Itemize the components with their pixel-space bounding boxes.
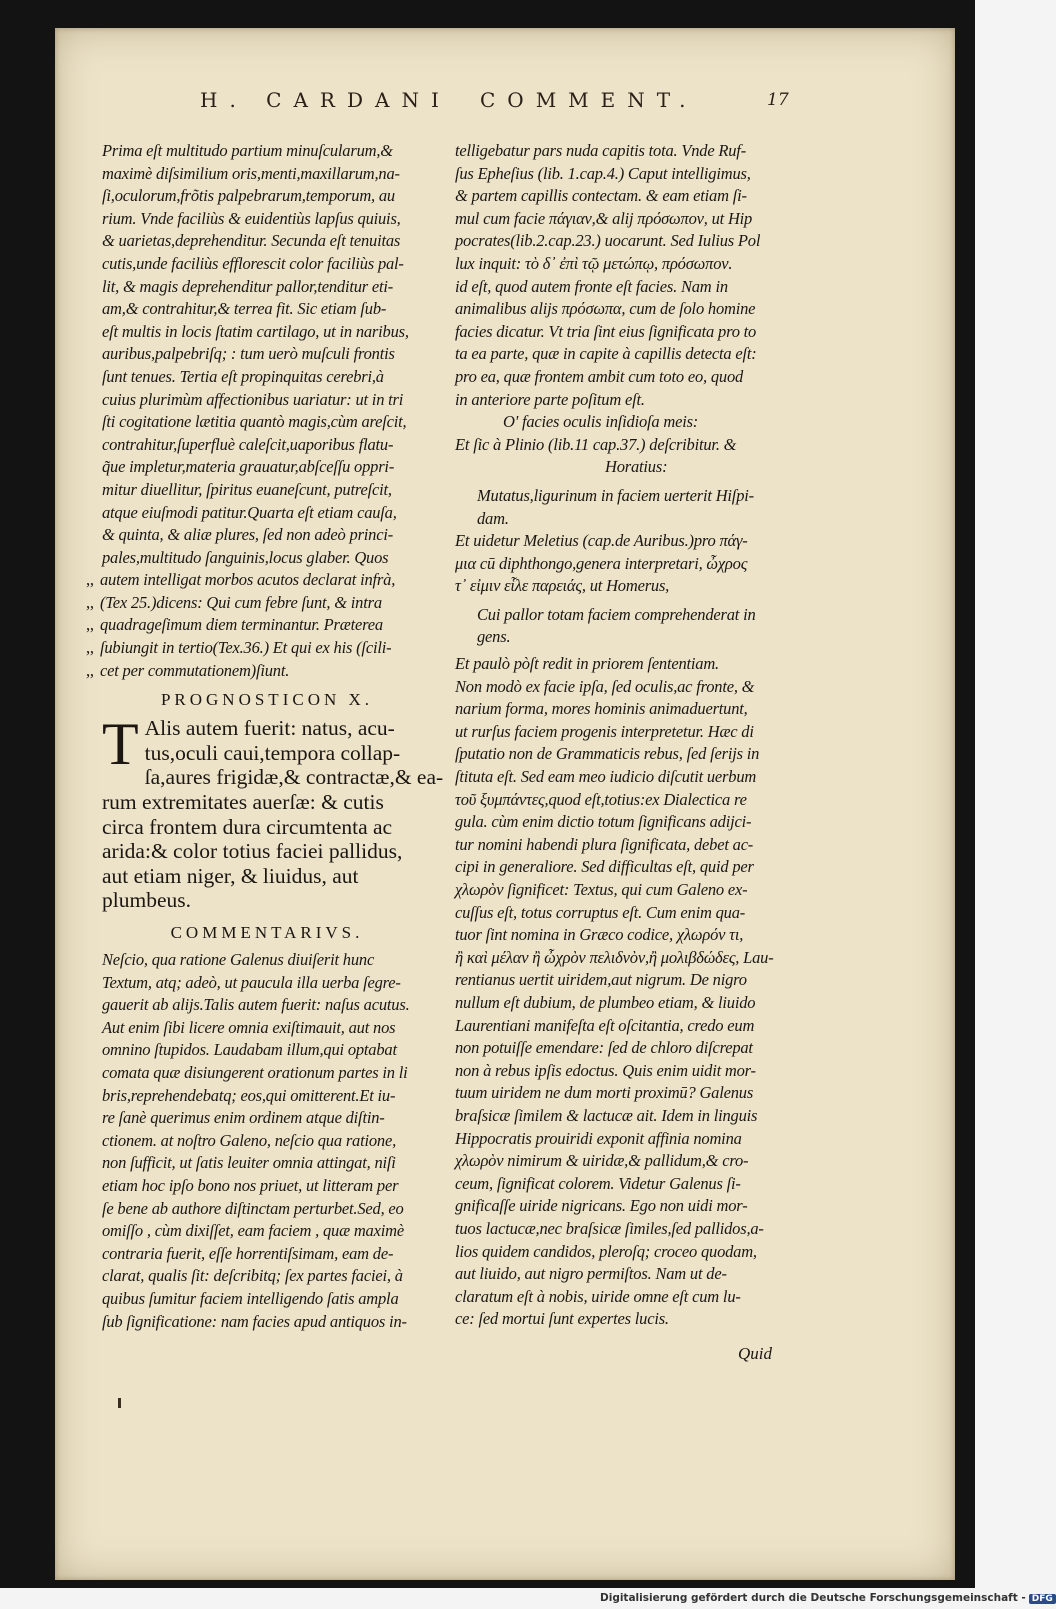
marked-line xyxy=(86,569,432,592)
right-text-c xyxy=(455,530,790,598)
marked-quotation xyxy=(86,569,432,682)
text-line: clarat, qualis ſit: deſcribitq; ſex partes faciei, à xyxy=(102,1266,403,1286)
quotation-mark: ,, xyxy=(86,638,94,658)
text-line: cutis,unde faciliùs efflorescit color faciliùs pal- xyxy=(102,253,404,273)
text-line: maximè diſsimilium oris,menti,maxillarum,na- xyxy=(102,163,400,183)
text-line: χλωρὸν nimirum & uiridæ,& pallidum,& cro- xyxy=(455,1151,749,1171)
text-line: rentianus uertit uiridem,aut nigrum. De nigro xyxy=(455,970,747,990)
text-line: Et ſic à Plinio (lib.11 cap.37.) deſcribitur. & xyxy=(455,434,737,454)
marked-line-text: (Tex 25.)dicens: Qui cum febre ſunt, & intra xyxy=(100,592,382,612)
text-line: am,& contrahitur,& terrea fit. Sic etiam ſub- xyxy=(102,299,387,319)
text-line: facies dicatur. Vt tria ſint eius ſignificata pro to xyxy=(455,321,757,341)
quotation-mark: ,, xyxy=(86,570,94,590)
text-line: gauerit ab alijs.Talis autem fuerit: naſus acutus. xyxy=(102,995,410,1015)
text-line: Aut enim ſibi licere omnia exiſtimauit, aut nos xyxy=(102,1017,396,1037)
page-number: 17 xyxy=(767,90,789,110)
text-line: ta ea parte, quæ in capite à capillis detecta eſt: xyxy=(455,344,757,364)
text-line: ſe bene ab authore diſtinctam perturbet.Sed, eo xyxy=(102,1198,404,1218)
marked-line xyxy=(86,592,432,615)
verse-horace xyxy=(455,485,790,530)
text-line: dam. xyxy=(477,508,509,528)
text-line: non potuiſſe emendare: ſed de chloro diſcrepat xyxy=(455,1038,753,1058)
right-text-d xyxy=(455,653,790,1331)
quotation-mark: ,, xyxy=(86,615,94,635)
digitization-credit xyxy=(600,1592,1056,1604)
text-line: ſputatio non de Grammaticis rebus, ſed ſerijs in xyxy=(455,744,760,764)
drop-cap: T xyxy=(102,711,139,778)
marked-line-text: autem intelligat morbos acutos declarat infrà, xyxy=(100,570,396,590)
text-line: gens. xyxy=(477,627,511,647)
text-line: omnino ſtupidos. Laudabam illum,qui optabat xyxy=(102,1040,397,1060)
text-line: & partem capillis contectam. & eam etiam ſi- xyxy=(455,186,747,206)
text-line: nullum eſt dubium, de plumbeo etiam, & liuido xyxy=(455,992,756,1012)
text-line: Alis autem fuerit: natus, acu- xyxy=(144,716,395,741)
text-line: aut etiam niger, & liuidus, aut xyxy=(102,863,359,888)
text-line: pocrates(lib.2.cap.23.) uocarunt. Sed Iulius Pol xyxy=(455,231,761,251)
text-line: telligebatur pars nuda capitis tota. Vnde Ruf- xyxy=(455,141,746,160)
text-line: ſub ſignificatione: nam facies apud antiquos in- xyxy=(102,1311,407,1331)
prognosticon-heading: PROGNOSTICON X. xyxy=(160,690,374,710)
text-line: ſtituta eſt. Sed eam meo iudicio diſcutit uerbum xyxy=(455,767,757,787)
credit-text: Digitalisierung gefördert durch die Deutsche Forschungsgemeinschaft - xyxy=(600,1592,1026,1604)
text-line: cipi in generaliore. Sed difficultas eſt, quid per xyxy=(455,857,754,877)
text-line: ſunt tenues. Tertia eſt propinquitas cerebri,à xyxy=(102,366,384,386)
text-line: tus,oculi caui,tempora collap- xyxy=(144,740,401,765)
text-line: mitur diuellitur, ſpiritus euaneſcunt, putreſcit, xyxy=(102,479,392,499)
text-line: Et paulò pòſt redit in priorem ſententiam. xyxy=(455,654,719,674)
text-line: rum extremitates auerſæ: & cutis xyxy=(102,790,384,815)
text-line: ceum, ſignificat colorem. Videtur Galenus ſi- xyxy=(455,1173,741,1193)
marked-line-text: quadrageſimum diem terminantur. Præterea xyxy=(100,615,383,635)
text-line: bris,reprehendebatq; eos,qui omitterent.Et iu- xyxy=(102,1085,396,1105)
marked-line-text: cet per commutationem)ſiunt. xyxy=(100,660,290,680)
verse-homer xyxy=(455,604,790,649)
commentary-text xyxy=(102,949,432,1333)
text-line: pro ea, quæ frontem ambit cum toto eo, quod xyxy=(455,366,744,386)
text-line: Laurentiani manifeſta eſt oſcitantia, credo eum xyxy=(455,1015,755,1035)
text-line: tuos lactucæ,nec braſsicæ ſimiles,ſed pallidos,a- xyxy=(455,1218,764,1238)
right-text-b xyxy=(455,434,790,457)
text-line: τοῦ ξυμπάντες,quod eſt,totius:ex Dialectica re xyxy=(455,789,747,809)
marked-line xyxy=(86,637,432,660)
text-line: narium forma, mores hominis animaduertunt, xyxy=(455,699,748,719)
aphorism-block xyxy=(102,711,444,913)
text-line: Cui pallor totam faciem comprehenderat in xyxy=(477,604,756,624)
text-line: ἢ καὶ μέλαν ἢ ὦχρὸν πελιδνὸν,ἢ μολιβδώδες, Lau- xyxy=(455,947,774,967)
running-header xyxy=(55,88,955,128)
text-line: lios quidem candidos, pleroſq; croceo quodam, xyxy=(455,1241,757,1261)
text-line: Neſcio, qua ratione Galenus diuiſerit hunc xyxy=(102,950,375,969)
text-line: gnificaſſe uiride nigricans. Ego non uidi mor- xyxy=(455,1196,748,1216)
text-line: Hippocratis prouiridi exponit affinia nomina xyxy=(455,1128,742,1148)
text-line: rium. Vnde faciliùs & euidentiùs lapſus quiuis, xyxy=(102,208,401,228)
text-line: & uarietas,deprehenditur. Secunda eſt tenuitas xyxy=(102,231,401,251)
left-column-text xyxy=(102,140,432,569)
text-line: mul cum facie πάγιαν,& alij πρόσωπον, ut Hip xyxy=(455,208,753,228)
header-right: COMMENT. xyxy=(480,88,698,112)
horatius-label: Horatius: xyxy=(605,457,668,477)
text-line: ſus Epheſius (lib. 1.cap.4.) Caput intelligimus, xyxy=(455,163,751,183)
text-line: quibus ſumitur faciem intelligendo ſatis ampla xyxy=(102,1288,399,1308)
text-line: atque eiuſmodi patitur.Quarta eſt etiam cauſa, xyxy=(102,502,397,522)
left-column xyxy=(86,140,444,1333)
text-line: Textum, atq; adeò, ut paucula illa uerba ſegre- xyxy=(102,972,401,992)
text-line: ut rurſus faciem progenis interpretetur. Hæc di xyxy=(455,721,754,741)
text-line: χλωρὸν ſignificet: Textus, qui cum Galeno ex- xyxy=(455,880,748,899)
text-line: etiam hoc ipſo bono nos priuet, ut litteram per xyxy=(102,1175,399,1195)
text-line: non ſufficit, ut ſatis leuiter omnia attingat, niſi xyxy=(102,1153,396,1173)
text-line: in anteriore parte poſitum eſt. xyxy=(455,389,645,409)
text-line: Non modò ex facie ipſa, ſed oculis,ac fronte, & xyxy=(455,676,755,696)
quotation-mark: ,, xyxy=(86,660,94,680)
text-line: pales,multitudo ſanguinis,locus glaber. Quos xyxy=(102,547,389,567)
text-line: tuum uiridem ne dum morti proximū? Galenus xyxy=(455,1083,754,1103)
marked-line xyxy=(86,614,432,637)
verse-ovid: O' facies oculis inſidioſa meis: xyxy=(503,412,699,432)
text-line: auribus,palpebriſq; : tum uerò muſculi frontis xyxy=(102,344,395,364)
text-line: eſt multis in locis ſtatim cartilago, ut in naribus, xyxy=(102,321,409,341)
text-line: & quinta, & aliæ plures, ſed non adeò princi- xyxy=(102,525,394,545)
text-line: lux inquit: τὸ δ᾽ ἐπὶ τῷ μετώπῳ, πρόσωπον. xyxy=(455,253,733,273)
text-line: non à rebus ipſis edoctus. Quis enim uidit mor- xyxy=(455,1060,756,1080)
text-line: ſi,oculorum,frõtis palpebrarum,temporum, au xyxy=(102,186,395,206)
text-line: contrahitur,ſuperfluè caleſcit,uaporibus flatu- xyxy=(102,434,394,454)
marked-line-text: ſubiungit in tertio(Tex.36.) Et qui ex his (ſcili- xyxy=(100,638,392,658)
text-line: aut liuido, aut nigro permiſtos. Nam ut de- xyxy=(455,1264,727,1284)
text-line: gula. cùm enim dictio totum ſignificans adijci- xyxy=(455,812,752,832)
page-mark xyxy=(118,1398,121,1408)
text-line: cuius plurimùm affectionibus uariatur: ut in tri xyxy=(102,389,404,409)
text-line: τ᾽ εἰμιν εἷλε παρειάς, ut Homerus, xyxy=(455,576,670,596)
text-line: comata quæ disiungerent orationum partes in li xyxy=(102,1062,408,1082)
quotation-mark: ,, xyxy=(86,592,94,612)
text-line: ſa,aures frigidæ,& contractæ,& ea- xyxy=(144,765,444,790)
text-line: Et uidetur Meletius (cap.de Auribus.)pro πάγ- xyxy=(455,531,748,551)
text-line: μια cū diphthongo,genera interpretari, ὦχρος xyxy=(455,553,748,573)
text-line: id eſt, quod autem fronte eſt facies. Nam in xyxy=(455,276,728,296)
header-left: H. CARDANI xyxy=(200,88,451,112)
text-line: ctionem. at noſtro Galeno, neſcio qua ratione, xyxy=(102,1130,397,1150)
text-line: circa frontem dura circumtenta ac xyxy=(102,814,393,839)
right-text-a xyxy=(455,140,790,411)
text-line: cuſſus eſt, totus corruptus eſt. Cum enim qua- xyxy=(455,902,746,922)
text-line: claratum eſt à nobis, uiride omne eſt cum lu- xyxy=(455,1286,741,1306)
text-line: Mutatus,ligurinum in faciem uerterit Hiſpi- xyxy=(477,485,754,505)
text-line: braſsicæ ſimilem & lactucæ ait. Idem in linguis xyxy=(455,1105,758,1125)
text-line: re ſanè querimus enim ordinem atque diſtin- xyxy=(102,1108,385,1128)
text-line: animalibus alijs πρόσωπα, cum de ſolo homine xyxy=(455,299,756,319)
text-line: plumbeus. xyxy=(102,888,191,913)
text-line: lit, & magis deprehenditur pallor,tenditur eti- xyxy=(102,276,394,296)
dfg-logo: DFG xyxy=(1029,1594,1056,1604)
text-line: q̃ue impletur,materia grauatur,abſceſſu oppri- xyxy=(102,457,395,477)
text-line: tur nomini habendi plura ſignificata, debet ac- xyxy=(455,834,754,854)
marked-line xyxy=(86,660,432,683)
commentarius-heading: COMMENTARIVS. xyxy=(170,923,364,942)
text-line: contraria fuerit, eſſe horrentiſsimam, eam de- xyxy=(102,1243,394,1263)
catchword: Quid xyxy=(738,1344,772,1363)
text-line: Prima eſt multitudo partium minuſcularum,& xyxy=(102,141,393,160)
text-line: arida:& color totius faciei pallidus, xyxy=(102,839,403,864)
text-line: omiſſo , cùm dixiſſet, eam faciem , quæ maximè xyxy=(102,1221,404,1241)
text-line: ce: ſed mortui ſunt expertes lucis. xyxy=(455,1309,669,1329)
text-line: tuor ſint nomina in Græco codice, χλωρόν τι, xyxy=(455,925,744,945)
text-line: ſti cogitatione lætitia quantò magis,cùm areſcit, xyxy=(102,412,407,432)
right-column xyxy=(455,140,790,1331)
